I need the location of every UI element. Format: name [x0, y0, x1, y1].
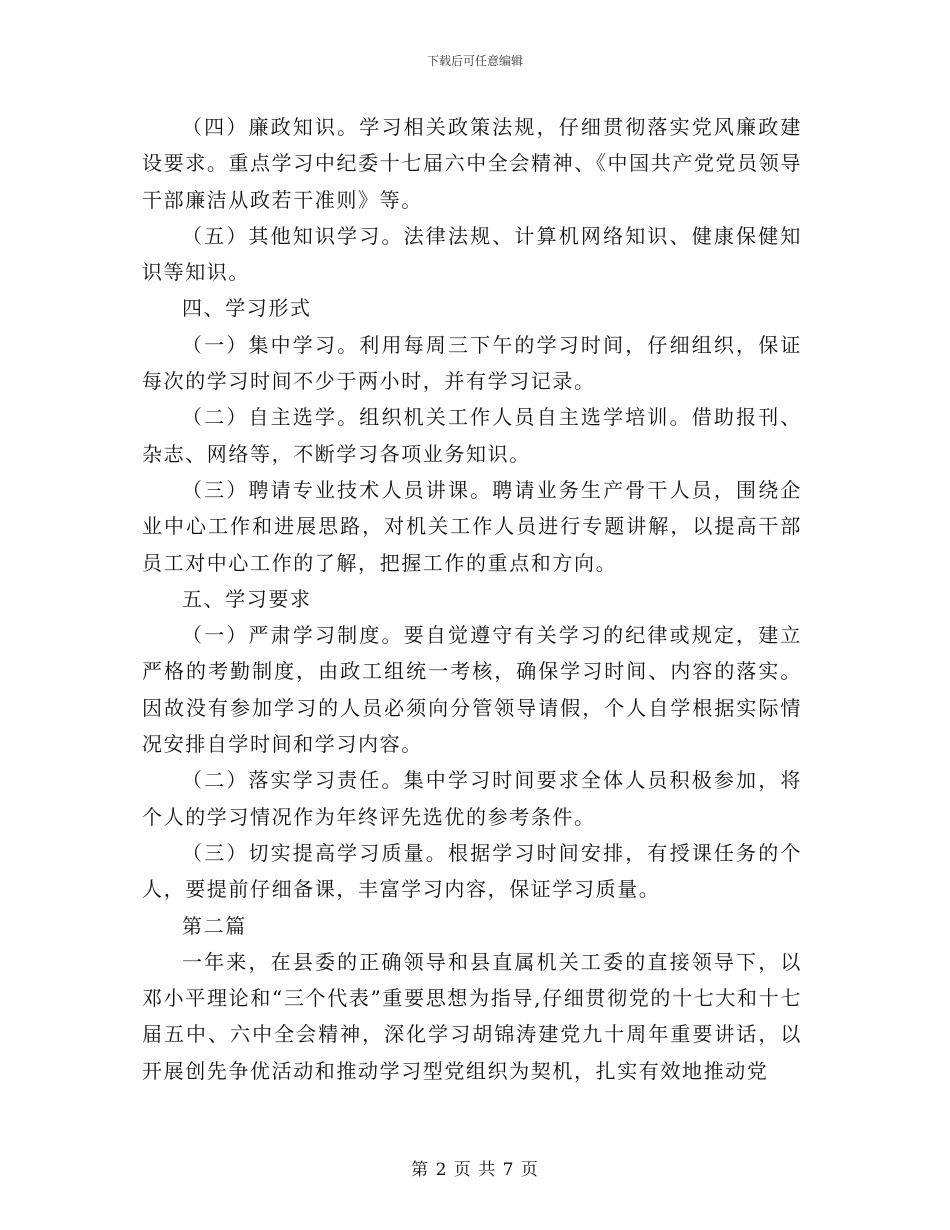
- paragraph-study-discipline: （一）严肃学习制度。要自觉遵守有关学习的纪律或规定，建立严格的考勤制度，由政工组统一考核，确保学习时间、内容的落实。因故没有参加学习的人员必须向分管领导请假，个人自学根据实际情况安排自学时间和学习内容。: [142, 623, 802, 757]
- document-body: [142, 109, 802, 1089]
- paragraph-self-study: （二）自主选学。组织机关工作人员自主选学培训。借助报刊、杂志、网络等，不断学习各项业务知识。: [142, 405, 802, 466]
- section-heading-part-two: 第二篇: [182, 913, 247, 938]
- paragraph-other-knowledge: （五）其他知识学习。法律法规、计算机网络知识、健康保健知识等知识。: [142, 223, 802, 285]
- paragraph-centralized-study: （一）集中学习。利用每周三下午的学习时间，仔细组织，保证每次的学习时间不少于两小时，并有学习记录。: [142, 332, 802, 394]
- section-heading-study-requirements: 五、学习要求: [182, 586, 312, 611]
- paragraph-study-quality: （三）切实提高学习质量。根据学习时间安排，有授课任务的个人，要提前仔细备课，丰富学习内容，保证学习质量。: [142, 840, 802, 902]
- paragraph-study-responsibility: （二）落实学习责任。集中学习时间要求全体人员积极参加，将个人的学习情况作为年终评先选优的参考条件。: [142, 768, 802, 829]
- page-header: 下载后可任意编辑: [426, 54, 523, 68]
- paragraph-part-two-intro: 一年来，在县委的正确领导和县直属机关工委的直接领导下，以邓小平理论和“三个代表”重要思想为指导,仔细贯彻党的十七大和十七届五中、六中全会精神，深化学习胡锦涛建党九十周年重要讲话，以开展创先争优活动和推动学习型党组织为契机，扎实有效地推动党: [142, 949, 802, 1083]
- paragraph-expert-lectures: （三）聘请专业技术人员讲课。聘请业务生产骨干人员，围绕企业中心工作和进展思路，对机关工作人员进行专题讲解，以提高干部员工对中心工作的了解，把握工作的重点和方向。: [142, 477, 802, 575]
- section-heading-study-form: 四、学习形式: [182, 296, 312, 321]
- paragraph-integrity-knowledge: （四）廉政知识。学习相关政策法规，仔细贯彻落实党风廉政建设要求。重点学习中纪委十七届六中全会精神、《中国共产党党员领导干部廉洁从政若干准则》等。: [142, 115, 802, 212]
- page-number-footer: 第 2 页 共 7 页: [411, 1160, 539, 1180]
